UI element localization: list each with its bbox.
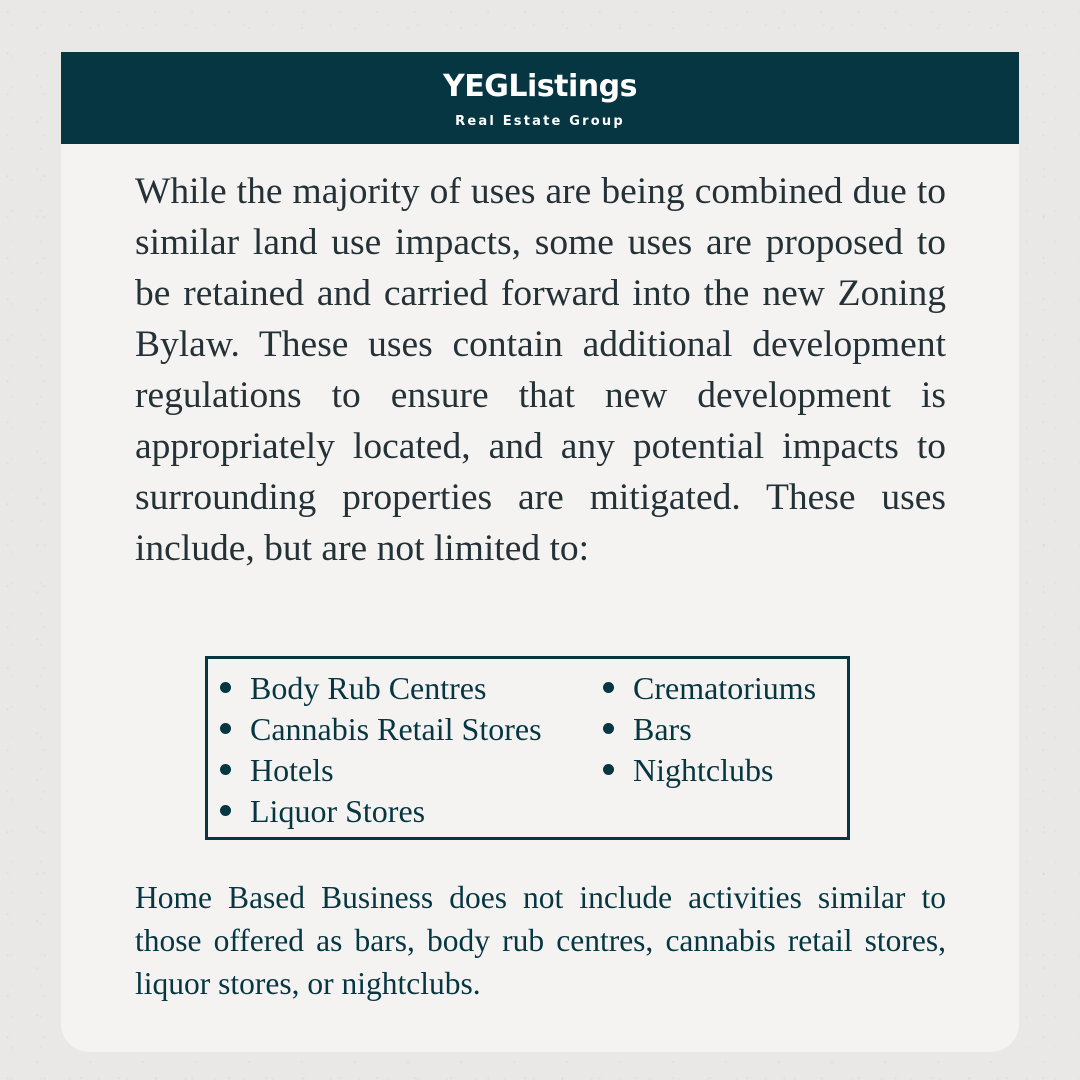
list-item [218,750,542,791]
bullet-icon [220,764,231,775]
list-item [218,709,542,750]
bullet-icon [603,723,614,734]
brand-logo-tagline: Real Estate Group [455,114,625,129]
brand-logo-title: YEGListings [443,69,637,104]
list-item [218,791,542,832]
list-item-label: Crematoriums [633,670,817,706]
intro-paragraph: While the majority of uses are being combined due to similar land use impacts, some uses are proposed to be retained and carried forward into the new Zoning Bylaw. These uses contain additional development regulations to ensure that new development is appropriately located, and any potential impacts to surrounding properties are mitigated. These uses include, but are not limited to: [135,171,946,569]
note-paragraph: Home Based Business does not include activities similar to those offered as bars, body rub centres, cannabis retail stores, liquor stores, or nightclubs. [135,880,946,1001]
list-item-label: Cannabis Retail Stores [250,711,542,747]
list-item [218,668,542,709]
bullet-icon [603,682,614,693]
uses-list-column-2 [601,668,816,791]
uses-list-column-1 [218,668,542,832]
list-item [601,668,816,709]
bullet-icon [220,805,231,816]
bullet-icon [220,682,231,693]
brand-header [61,52,1019,144]
bullet-icon [603,764,614,775]
list-item-label: Liquor Stores [250,793,426,829]
list-item-label: Body Rub Centres [250,670,487,706]
uses-list-box [205,656,850,840]
list-item [601,750,816,791]
list-item [601,709,816,750]
list-item-label: Nightclubs [633,752,774,788]
bullet-icon [220,723,231,734]
info-card [61,52,1019,1052]
list-item-label: Bars [633,711,692,747]
list-item-label: Hotels [250,752,334,788]
